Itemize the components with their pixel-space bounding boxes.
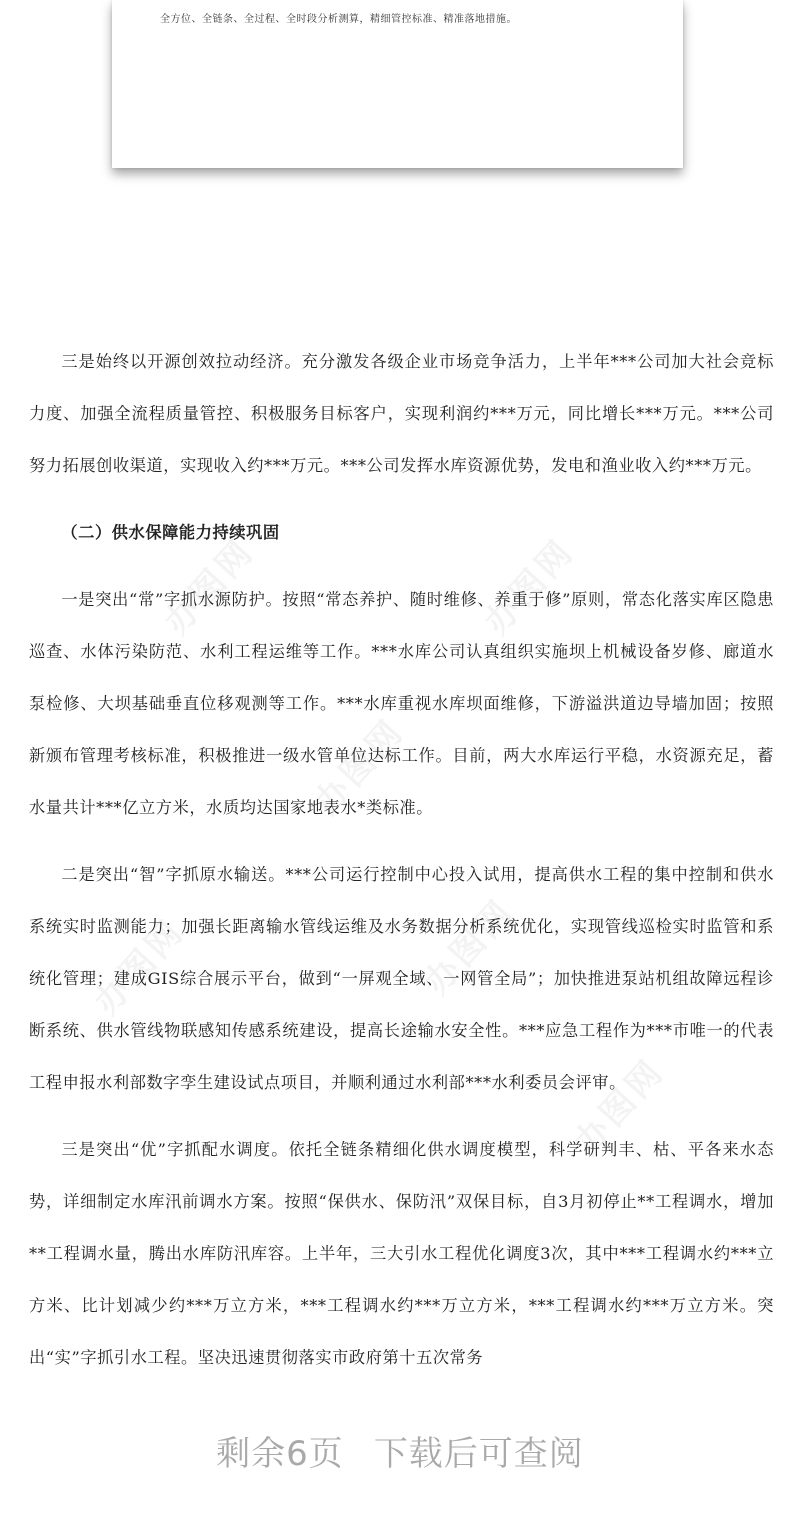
watermark: 办图网 — [416, 891, 523, 1003]
download-prompt[interactable] — [0, 1426, 800, 1475]
watermark: 办图网 — [476, 531, 583, 643]
paragraph: 三是突出“优”字抓配水调度。依托全链条精细化供水调度模型，科学研判丰、枯、平各来水态势，详细制定水库汛前调水方案。按照“保供水、保防汛”双保目标，自3月初停止**工程调水，增加**工程调水量，腾出水库防汛库容。上半年，三大引水工程优化调度3次，其中***工程调水约***立方米、比计划减少约***万立方米，***工程调水约***万立方米，***工程调水约***万立方米。突出“实”字抓引水工程。坚决迅速贯彻落实市政府第十五次常务 — [29, 1140, 774, 1367]
watermark: 办图网 — [566, 1051, 673, 1163]
section-heading: （二）供水保障能力持续巩固 — [61, 523, 280, 542]
watermark: 办图网 — [86, 911, 193, 1023]
watermark: 办图网 — [306, 711, 413, 823]
paragraph: 一是突出“常”字抓水源防护。按照“常态养护、随时维修、养重于修”原则，常态化落实库区隐患巡查、水体污染防范、水利工程运维等工作。***水库公司认真组织实施坝上机械设备岁修、廊道水泵检修、大坝基础垂直位移观测等工作。***水库重视水库坝面维修，下游溢洪道边导墙加固；按照新颁布管理考核标准，积极推进一级水管单位达标工作。目前，两大水库运行平稳，水资源充足，蓄水量共计***亿立方米，水质均达国家地表水*类标准。 — [29, 590, 774, 817]
document-preview-card — [112, 0, 683, 168]
preview-text-line: 全方位、全链条、全过程、全时段分析测算，精细管控标准、精准落地措施。 — [160, 14, 517, 25]
watermark: 办图网 — [156, 531, 263, 643]
paragraph: 三是始终以开源创效拉动经济。充分激发各级企业市场竞争活力，上半年***公司加大社会竞标力度、加强全流程质量管控、积极服务目标客户，实现利润约***万元，同比增长***万元。***公司努力拓展创收渠道，实现收入约***万元。***公司发挥水库资源优势，发电和渔业收入约***万元。 — [29, 352, 774, 475]
document-body — [29, 336, 774, 1399]
remaining-pages-label: 剩余6页 — [216, 1434, 344, 1474]
download-to-view-label[interactable]: 下载后可查阅 — [373, 1434, 584, 1474]
paragraph: 二是突出“智”字抓原水输送。***公司运行控制中心投入试用，提高供水工程的集中控制和供水系统实时监测能力；加强长距离输水管线运维及水务数据分析系统优化，实现管线巡检实时监管和系统化管理；建成GIS综合展示平台，做到“一屏观全域、一网管全局”；加快推进泵站机组故障远程诊断系统、供水管线物联感知传感系统建设，提高长途输水安全性。***应急工程作为***市唯一的代表工程申报水利部数字孪生建设试点项目，并顺利通过水利部***水利委员会评审。 — [29, 865, 774, 1092]
